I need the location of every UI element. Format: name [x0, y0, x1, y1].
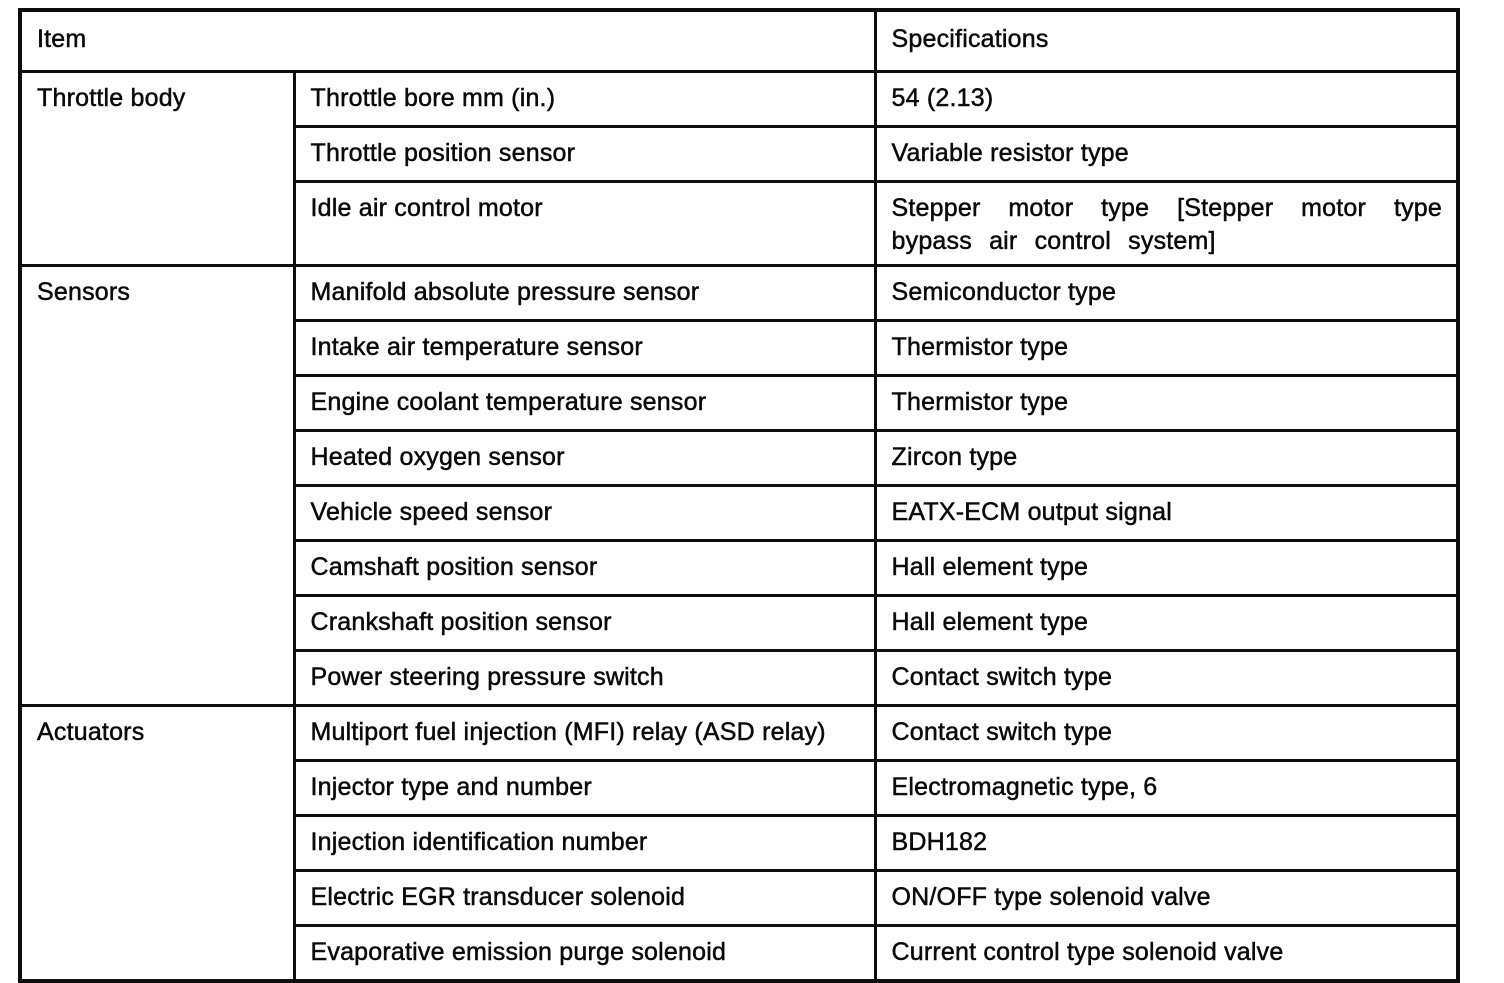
spec-cell: Stepper motor type [Stepper motor type bypass air control system]	[875, 182, 1458, 266]
table-row	[20, 72, 1458, 127]
spec-cell: Current control type solenoid valve	[875, 926, 1458, 982]
spec-cell: Electromagnetic type, 6	[875, 761, 1458, 816]
category-cell: Actuators	[20, 706, 294, 982]
table-row	[20, 266, 1458, 321]
spec-cell: Variable resistor type	[875, 127, 1458, 182]
item-cell: Camshaft position sensor	[294, 541, 875, 596]
header-item-cell: Item	[20, 10, 875, 72]
item-cell: Multiport fuel injection (MFI) relay (ASD relay)	[294, 706, 875, 761]
item-cell: Crankshaft position sensor	[294, 596, 875, 651]
spec-cell: ON/OFF type solenoid valve	[875, 871, 1458, 926]
category-cell: Throttle body	[20, 72, 294, 266]
spec-cell: Thermistor type	[875, 321, 1458, 376]
item-cell: Throttle position sensor	[294, 127, 875, 182]
spec-cell: Contact switch type	[875, 706, 1458, 761]
spec-cell: Hall element type	[875, 596, 1458, 651]
item-cell: Power steering pressure switch	[294, 651, 875, 706]
item-cell: Injection identification number	[294, 816, 875, 871]
spec-cell: 54 (2.13)	[875, 72, 1458, 127]
item-cell: Heated oxygen sensor	[294, 431, 875, 486]
spec-cell: Thermistor type	[875, 376, 1458, 431]
item-cell: Injector type and number	[294, 761, 875, 816]
table-row	[20, 706, 1458, 761]
spec-cell: BDH182	[875, 816, 1458, 871]
category-cell: Sensors	[20, 266, 294, 706]
table-body	[20, 10, 1458, 981]
specifications-table	[18, 8, 1460, 983]
item-cell: Intake air temperature sensor	[294, 321, 875, 376]
item-cell: Idle air control motor	[294, 182, 875, 266]
item-cell: Engine coolant temperature sensor	[294, 376, 875, 431]
item-cell: Manifold absolute pressure sensor	[294, 266, 875, 321]
item-cell: Vehicle speed sensor	[294, 486, 875, 541]
item-cell: Throttle bore mm (in.)	[294, 72, 875, 127]
item-cell: Evaporative emission purge solenoid	[294, 926, 875, 982]
spec-cell: Hall element type	[875, 541, 1458, 596]
item-cell: Electric EGR transducer solenoid	[294, 871, 875, 926]
spec-cell: Contact switch type	[875, 651, 1458, 706]
header-specifications-cell: Specifications	[875, 10, 1458, 72]
header-row	[20, 10, 1458, 72]
spec-cell: Zircon type	[875, 431, 1458, 486]
spec-cell: EATX-ECM output signal	[875, 486, 1458, 541]
spec-cell: Semiconductor type	[875, 266, 1458, 321]
